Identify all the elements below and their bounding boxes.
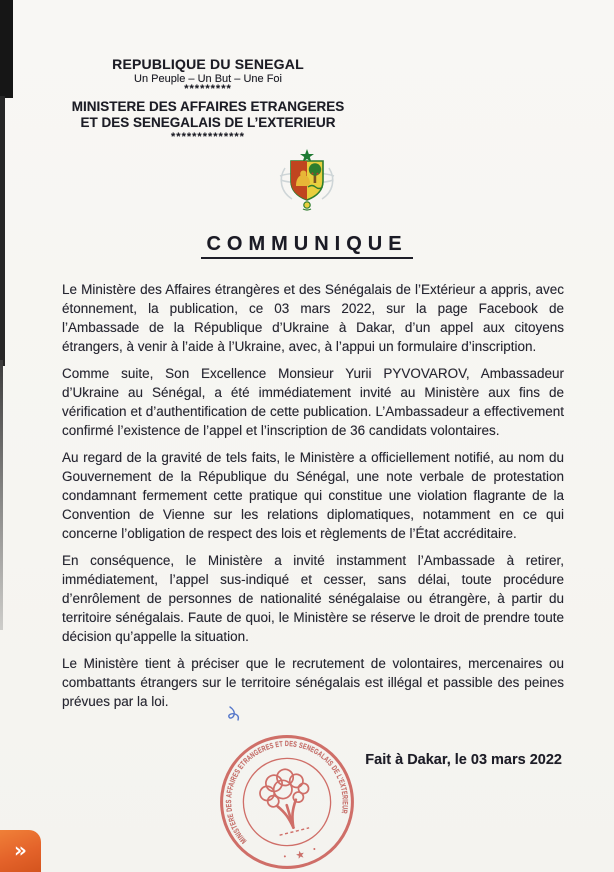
green-star bbox=[300, 149, 314, 162]
scan-edge-artifact bbox=[0, 96, 5, 366]
separator-stars: ********* bbox=[184, 83, 232, 95]
paragraph: Au regard de la gravité de tels faits, le Ministère a officiellement notifié, au nom du Gouvernement de la République du Sénégal, une note verbale de protestation condamnant fermement cette pratique qui constitue une violation flagrante de la Convention de Vienne sur les relations diplomatiques, notamment en ce qui concerne l’obligation de respect des lois et règlements de l’État accréditaire. bbox=[62, 450, 564, 541]
expand-panel-button[interactable] bbox=[0, 830, 41, 872]
svg-text:MINISTERE DES AFFAIRES ETRANGE bbox=[215, 730, 355, 847]
senegal-coat-of-arms-icon bbox=[276, 146, 338, 214]
document-body bbox=[62, 280, 564, 719]
double-chevron-icon: » bbox=[14, 837, 27, 862]
paragraph: Comme suite, Son Excellence Monsieur Yurii PYVOVAROV, Ambassadeur d’Ukraine au Sénégal, a été immédiatement invité au Ministère aux fins de vérification et d’authentification de cette publication. L’Ambassadeur a effectivement confirmé l’existence de l’appel et l’inscription de 36 candidats volontaires. bbox=[62, 366, 564, 438]
scan-edge-artifact bbox=[0, 360, 3, 630]
ministry-name-line2: ET DES SENEGALAIS DE L’EXTERIEUR bbox=[80, 115, 336, 130]
stamp-ring-text: MINISTERE DES AFFAIRES ETRANGERES ET DES SENEGALAIS DE L’EXTERIEUR bbox=[224, 739, 350, 846]
document-title-text: COMMUNIQUE bbox=[201, 233, 412, 259]
separator-stars: ************** bbox=[171, 131, 245, 143]
dateline: Fait à Dakar, le 03 mars 2022 bbox=[365, 752, 562, 768]
paragraph: Le Ministère tient à préciser que le recrutement de volontaires, mercenaires ou combattants étrangers sur le territoire sénégalais est illégal et passible des peines prévues par la loi. bbox=[62, 656, 564, 709]
ministry-name-line1: MINISTERE DES AFFAIRES ETRANGERES bbox=[71, 99, 345, 114]
republic-title: REPUBLIQUE DU SENEGAL bbox=[112, 56, 304, 72]
stamp-star: ★ bbox=[294, 849, 307, 863]
stamp-baobab-tree bbox=[256, 765, 318, 838]
national-motto: Un Peuple – Un But – Une Foi bbox=[134, 73, 282, 85]
letterhead bbox=[8, 56, 408, 142]
blue-ink-mark-icon bbox=[227, 704, 241, 722]
paragraph: Le Ministère des Affaires étrangères et des Sénégalais de l’Extérieur a appris, avec étonnement, la publication, ce 03 mars 2022, sur la page Facebook de l’Ambassade de la République d’Ukraine à Dakar, d’un appel aux citoyens étrangers, à venir à l’aide à l’Ukraine, avec, à l’appui un formulaire d’inscription. bbox=[62, 282, 564, 354]
paragraph: En conséquence, le Ministère a invité instamment l’Ambassade à retirer, immédiatement, l’appel sus-indiqué et cesser, sans délai, toute procédure d’enrôlement de personnes de nationalité sénégalaise ou étrangère, à partir du territoire sénégalais. Faute de quoi, le Ministère se réserve le droit de prendre toute décision qu’appelle la situation. bbox=[62, 553, 564, 644]
document-title bbox=[0, 233, 614, 259]
ministry-stamp-icon bbox=[215, 730, 359, 872]
